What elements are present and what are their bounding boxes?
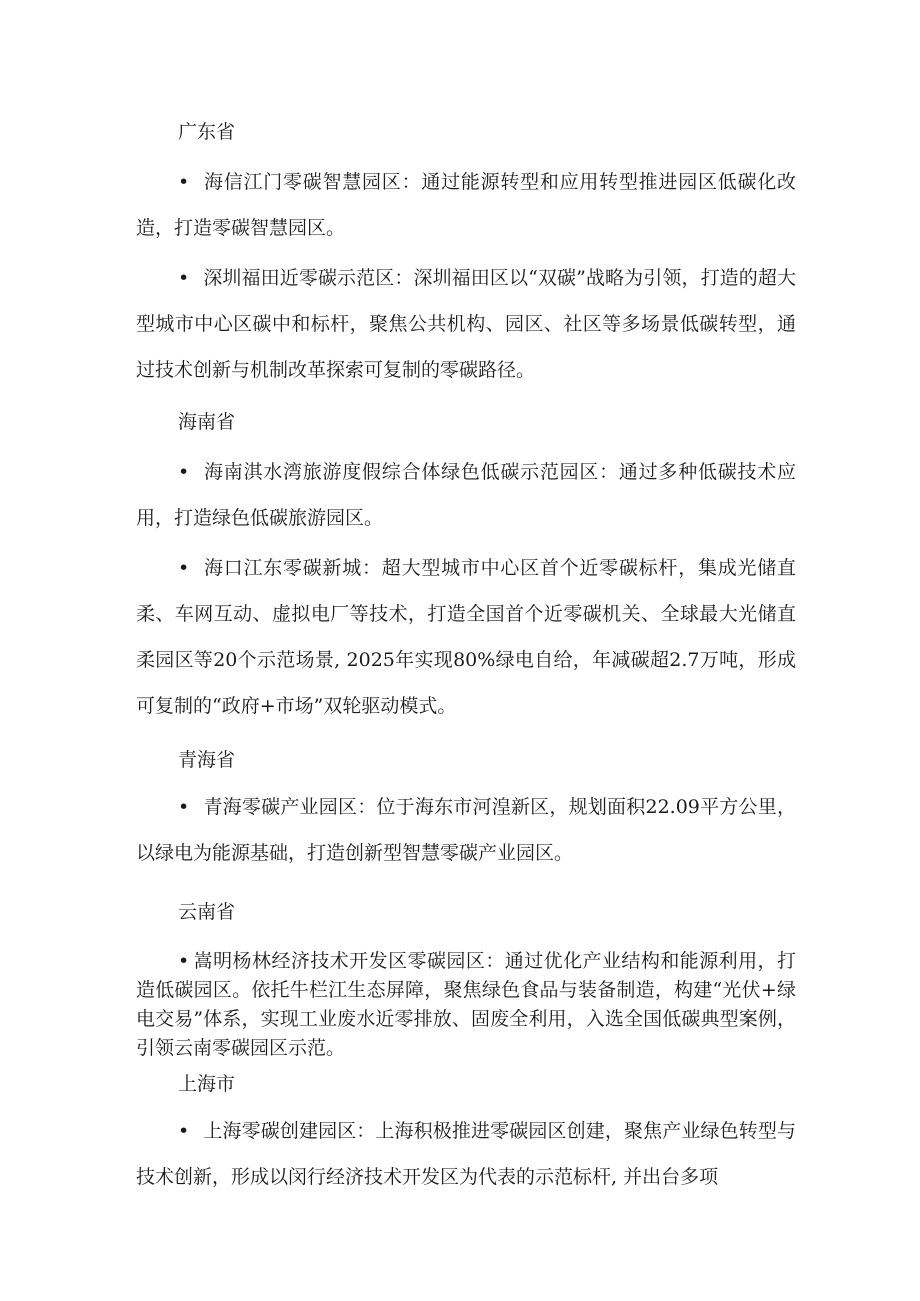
bullet-icon: •: [178, 557, 190, 579]
section-heading-guangdong: 广东省: [178, 121, 236, 143]
bullet-icon: •: [178, 171, 190, 193]
list-item-text: 深圳福田近零碳示范区：深圳福田区以“双碳”战略为引领，打造的超大型城市中心区碳中和标杆，聚焦公共机构、园区、社区等多场景低碳转型，通过技术创新与机制改革探索可复制的零碳路径。: [136, 267, 796, 381]
list-item-qinghai-park: [136, 784, 796, 876]
list-item-shanghai-park: [136, 1108, 796, 1200]
bullet-icon: •: [178, 267, 190, 289]
list-item-text: 海信江门零碳智慧园区：通过能源转型和应用转型推进园区低碳化改造，打造零碳智慧园区。: [136, 171, 796, 239]
list-item-shenzhen-futian: [136, 255, 796, 393]
list-item-text: 海南淇水湾旅游度假综合体绿色低碳示范园区：通过多种低碳技术应用，打造绿色低碳旅游园区。: [136, 461, 796, 529]
list-item-haikou-jiangdong: [136, 545, 796, 729]
bullet-icon: •: [178, 461, 190, 483]
list-item-songming-yanglin: [136, 947, 796, 1063]
bullet-icon: •: [178, 796, 190, 818]
section-heading-qinghai: 青海省: [178, 749, 236, 771]
section-heading-shanghai: 上海市: [178, 1073, 236, 1095]
bullet-icon: •: [178, 950, 190, 972]
list-item-text: 嵩明杨林经济技术开发区零碳园区：通过优化产业结构和能源利用，打造低碳园区。依托牛栏江生态屏障，聚焦绿色食品与装备制造，构建“光伏+绿电交易”体系，实现工业废水近零排放、固废全利用，入选全国低碳典型案例，引领云南零碳园区示范。: [136, 950, 796, 1059]
list-item-haixin-jiangmen: [136, 159, 796, 251]
list-item-hainan-qishuiwan: [136, 449, 796, 541]
section-heading-yunnan: 云南省: [178, 901, 236, 923]
section-heading-hainan: 海南省: [178, 411, 236, 433]
bullet-icon: •: [178, 1120, 190, 1142]
list-item-text: 青海零碳产业园区：位于海东市河湟新区，规划面积22.09平方公里，以绿电为能源基础，打造创新型智慧零碳产业园区。: [136, 796, 796, 864]
list-item-text: 海口江东零碳新城：超大型城市中心区首个近零碳标杆，集成光储直柔、车网互动、虚拟电厂等技术，打造全国首个近零碳机关、全球最大光储直柔园区等20个示范场景, 2025年实现80%绿电自给，年减碳超2.7万吨，形成可复制的“政府+市场”双轮驱动模式。: [136, 557, 796, 717]
list-item-text: 上海零碳创建园区：上海积极推进零碳园区创建，聚焦产业绿色转型与技术创新，形成以闵行经济技术开发区为代表的示范标杆, 并出台多项: [136, 1120, 796, 1188]
